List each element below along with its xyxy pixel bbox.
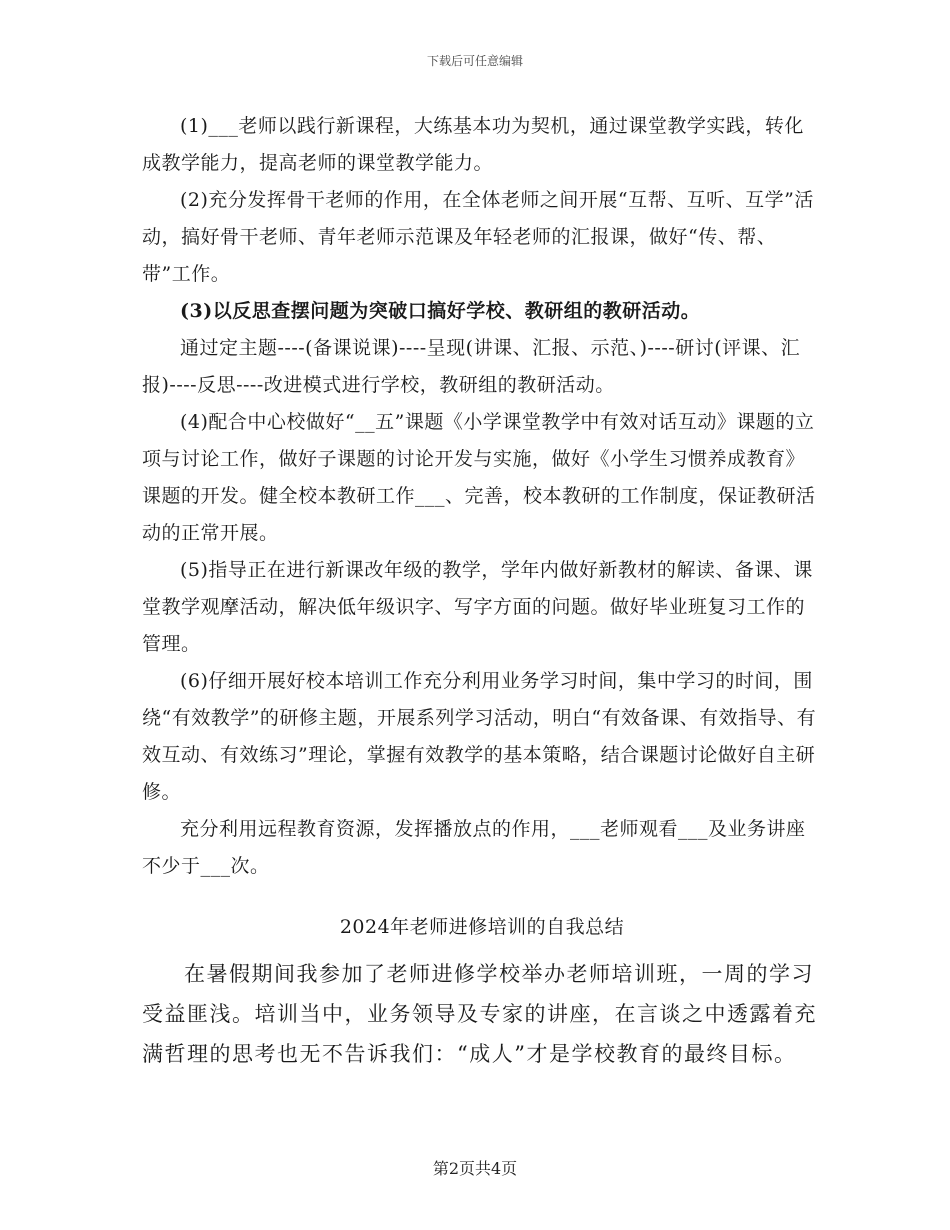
document-body — [142, 108, 822, 1074]
paragraph-6: (5)指导正在进行新课改年级的教学，学年内做好新教材的解读、备课、课堂教学观摩活动，解决低年级识字、写字方面的问题。做好毕业班复习工作的管理。 — [142, 559, 813, 655]
paragraph-5: (4)配合中心校做好“__五”课题《小学课堂教学中有效对话互动》课题的立项与讨论工作，做好子课题的讨论开发与实施，做好《小学生习惯养成教育》课题的开发。健全校本教研工作___、完善，校本教研的工作制度，保证教研活动的正常开展。 — [142, 411, 816, 544]
paragraph-4: 通过定主题----(备课说课)----呈现(讲课、汇报、示范、)----研讨(评课、汇报)----反思----改进模式进行学校，教研组的教研活动。 — [142, 337, 801, 396]
paragraph-2: (2)充分发挥骨干老师的作用，在全体老师之间开展“互帮、互听、互学”活动，搞好骨干老师、青年老师示范课及年轻老师的汇报课，做好“传、帮、带”工作。 — [142, 189, 814, 285]
section-body — [142, 954, 822, 1074]
paragraph-7: (6)仔细开展好校本培训工作充分利用业务学习时间，集中学习的时间，围绕“有效教学”的研修主题，开展系列学习活动，明白“有效备课、有效指导、有效互动、有效练习”理论，掌握有效教学的基本策略，结合课题讨论做好自主研修。 — [142, 670, 817, 803]
paragraph-8: 充分利用远程教育资源，发挥播放点的作用，___老师观看___及业务讲座不少于___次。 — [142, 818, 806, 877]
paragraph-3-heading: (3)以反思查摆问题为突破口搞好学校、教研组的教研活动。 — [180, 300, 701, 322]
section-paragraph: 在暑假期间我参加了老师进修学校举办老师培训班，一周的学习受益匪浅。培训当中，业务领导及专家的讲座，在言谈之中透露着充满哲理的思考也无不告诉我们：“成人”才是学校教育的最终目标。 — [142, 962, 817, 1066]
page-footer: 第2页共4页 — [432, 1159, 518, 1178]
paragraph-1: (1)___老师以践行新课程，大练基本功为契机，通过课堂教学实践，转化成教学能力，提高老师的课堂教学能力。 — [142, 115, 804, 174]
section-title: 2024年老师进修培训的自我总结 — [339, 916, 625, 938]
page-header: 下载后可任意编辑 — [426, 54, 523, 68]
